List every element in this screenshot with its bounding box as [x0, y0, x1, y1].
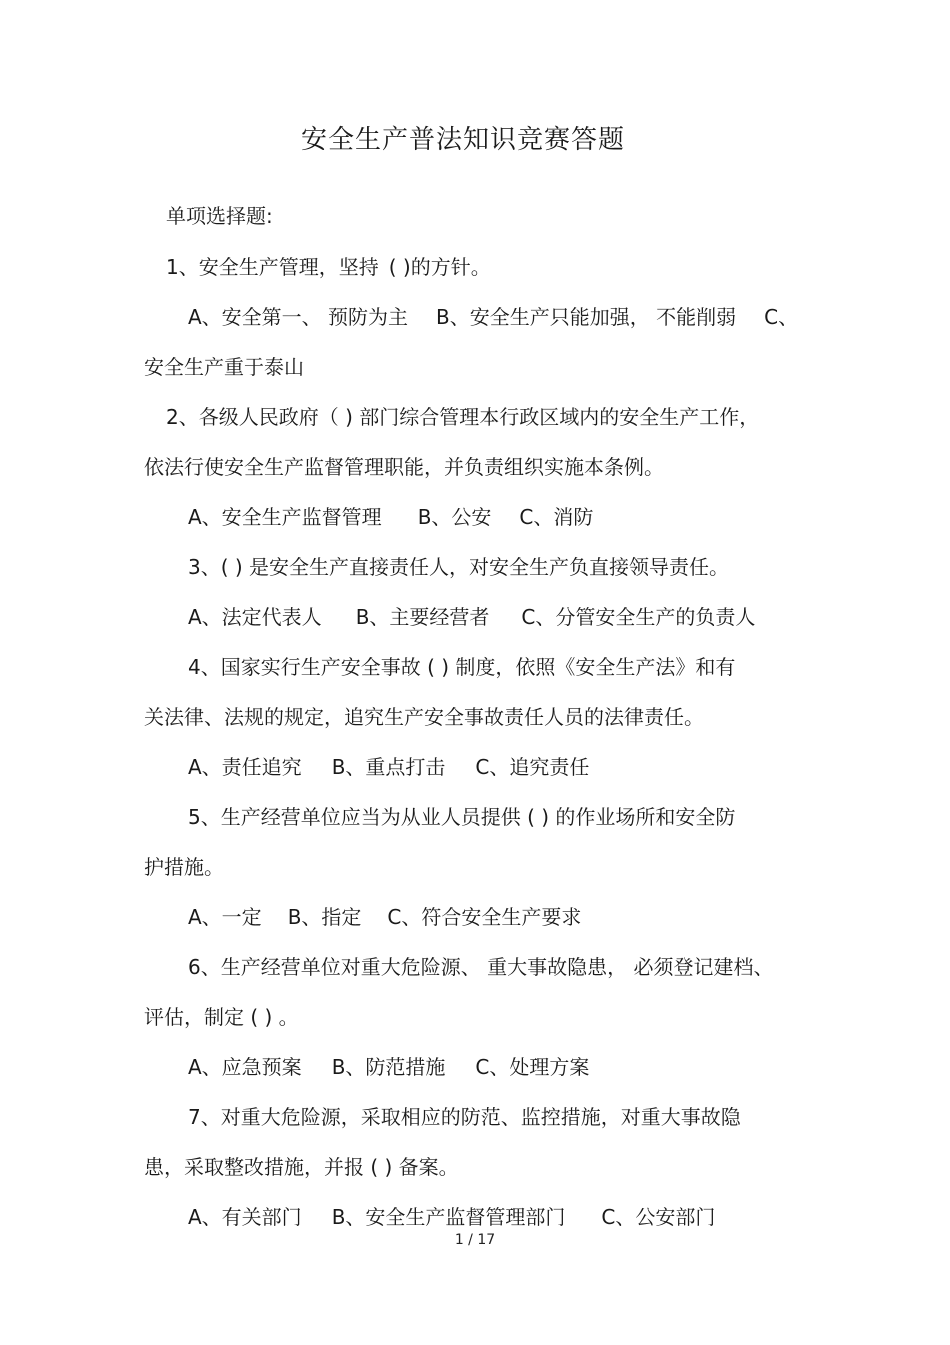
- question-2-options: [188, 503, 593, 531]
- question-5-stem-line2: 护措施。: [144, 855, 224, 879]
- question-7-option-b: B、安全生产监督管理部门: [331, 1205, 566, 1229]
- question-2-option-a: A、安全生产监督管理: [188, 505, 382, 529]
- question-6-options: [188, 1053, 589, 1081]
- question-1-option-b: B、安全生产只能加强， 不能削弱: [436, 305, 737, 329]
- question-7-option-c: C、公安部门: [601, 1205, 716, 1229]
- question-4-option-c: C、追究责任: [475, 755, 590, 779]
- question-3-options: [188, 603, 755, 631]
- question-1-text: 1、安全生产管理，坚持: [166, 255, 379, 279]
- question-6-option-b: B、防范措施: [331, 1055, 446, 1079]
- question-6-stem-line1: 6、生产经营单位对重大危险源、 重大事故隐患， 必须登记建档、: [188, 955, 774, 979]
- question-1-option-c-label: C、: [764, 305, 799, 329]
- question-2-option-b: B、公安: [417, 505, 492, 529]
- question-7-stem-line2: 患，采取整改措施，并报 ( ) 备案。: [144, 1155, 459, 1179]
- question-7-options: [188, 1203, 715, 1231]
- question-3-option-b: B、主要经营者: [355, 605, 490, 629]
- question-5-stem-line1: 5、生产经营单位应当为从业人员提供 ( ) 的作业场所和安全防: [188, 805, 736, 829]
- question-7-option-a: A、有关部门: [188, 1205, 302, 1229]
- question-1-option-c: 安全生产重于泰山: [144, 355, 304, 379]
- question-2-stem-line2: 依法行使安全生产监督管理职能，并负责组织实施本条例。: [144, 455, 664, 479]
- document-title: 安全生产普法知识竞赛答题: [300, 125, 625, 155]
- question-7-stem-line1: 7、对重大危险源，采取相应的防范、监控措施，对重大事故隐: [188, 1105, 741, 1129]
- question-1-option-a: A、安全第一、 预防为主: [188, 305, 409, 329]
- section-heading: 单项选择题:: [166, 204, 273, 228]
- question-5-options: [188, 903, 581, 931]
- question-5-option-c: C、符合安全生产要求: [387, 905, 582, 929]
- question-4-option-a: A、责任追究: [188, 755, 302, 779]
- question-3-option-c: C、分管安全生产的负责人: [521, 605, 756, 629]
- question-1-options: [188, 303, 798, 331]
- question-5-option-b: B、指定: [287, 905, 362, 929]
- question-3-stem: 3、( ) 是安全生产直接责任人，对安全生产负直接领导责任。: [188, 555, 730, 579]
- question-6-option-a: A、应急预案: [188, 1055, 302, 1079]
- question-3-option-a: A、法定代表人: [188, 605, 322, 629]
- question-1-stem: [166, 253, 491, 281]
- question-5-option-a: A、一定: [188, 905, 262, 929]
- question-1-blank: ( ): [388, 255, 411, 279]
- question-2-option-c: C、消防: [519, 505, 594, 529]
- question-4-stem-line2: 关法律、法规的规定，追究生产安全事故责任人员的法律责任。: [144, 705, 704, 729]
- question-4-options: [188, 753, 589, 781]
- question-6-option-c: C、处理方案: [475, 1055, 590, 1079]
- question-4-stem-line1: 4、国家实行生产安全事故 ( ) 制度，依照《安全生产法》和有: [188, 655, 736, 679]
- question-2-stem-line1: 2、各级人民政府（ ) 部门综合管理本行政区域内的安全生产工作，: [166, 405, 760, 429]
- question-4-option-b: B、重点打击: [331, 755, 446, 779]
- question-6-stem-line2: 评估，制定 ( ) 。: [144, 1005, 299, 1029]
- page-number: 1 / 17: [454, 1232, 496, 1248]
- question-1-text-end: 的方针。: [410, 255, 491, 279]
